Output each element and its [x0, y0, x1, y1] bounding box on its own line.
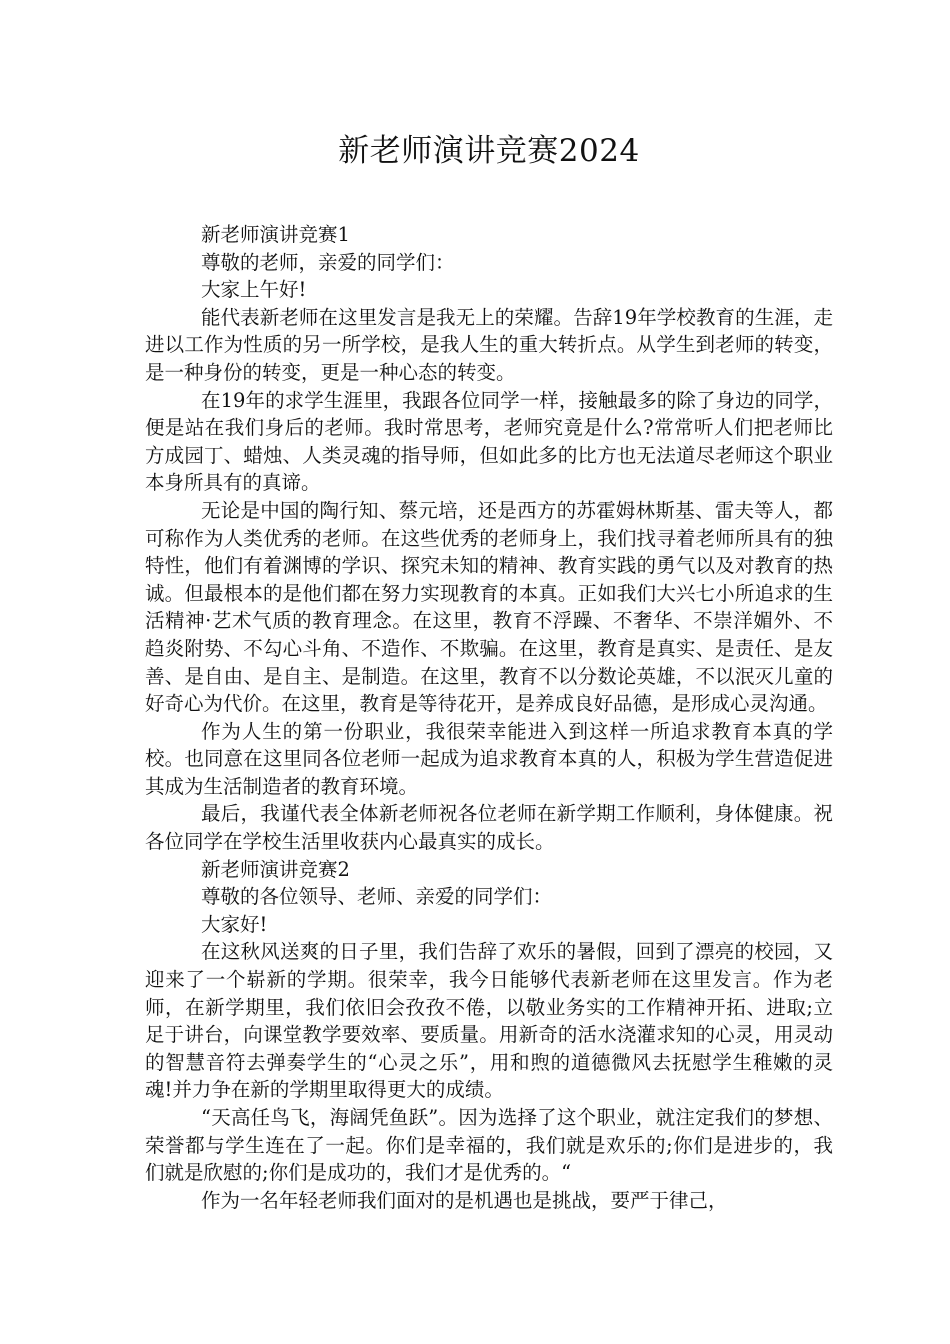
body-paragraph: 在19年的求学生涯里，我跟各位同学一样，接触最多的除了身边的同学，便是站在我们身后的老师。我时常思考，老师究竟是什么?常常听人们把老师比方成园丁、蜡烛、人类灵魂的指导师，但如此多的比方也无法道尽老师这个职业本身所具有的真谛。	[145, 388, 833, 495]
body-paragraph: “天高任鸟飞，海阔凭鱼跃”。因为选择了这个职业，就注定我们的梦想、荣誉都与学生连在了一起。你们是幸福的，我们就是欢乐的;你们是进步的，我们就是欣慰的;你们是成功的，我们才是优秀的。“	[145, 1106, 833, 1185]
document-page	[145, 125, 833, 1214]
document-title: 新老师演讲竞赛2024	[338, 133, 640, 169]
salutation: 尊敬的各位领导、老师、亲爱的同学们：	[201, 885, 553, 909]
greeting: 大家好!	[201, 912, 268, 936]
greeting: 大家上午好!	[201, 278, 307, 302]
body-paragraph: 作为人生的第一份职业，我很荣幸能进入到这样一所追求教育本真的学校。也同意在这里同各位老师一起成为追求教育本真的人，积极为学生营造促进其成为生活制造者的教育环境。	[145, 719, 833, 798]
body-paragraph: 最后，我谨代表全体新老师祝各位老师在新学期工作顺利，身体健康。祝各位同学在学校生活里收获内心最真实的成长。	[145, 802, 833, 854]
body-paragraph: 作为一名年轻老师我们面对的是机遇也是挑战，要严于律己，	[201, 1188, 728, 1212]
section-heading-1: 新老师演讲竞赛1	[201, 223, 350, 246]
body-paragraph: 能代表新老师在这里发言是我无上的荣耀。告辞19年学校教育的生涯，走进以工作为性质的另一所学校，是我人生的重大转折点。从学生到老师的转变，是一种身份的转变，更是一种心态的转变。	[145, 305, 833, 384]
body-paragraph: 无论是中国的陶行知、蔡元培，还是西方的苏霍姆林斯基、雷夫等人，都可称作为人类优秀的老师。在这些优秀的老师身上，我们找寻着老师所具有的独特性，他们有着渊博的学识、探究未知的精神、教育实践的勇气以及对教育的热诚。但最根本的是他们都在努力实现教育的本真。正如我们大兴七小所追求的生活精神·艺术气质的教育理念。在这里，教育不浮躁、不奢华、不崇洋媚外、不趋炎附势、不勾心斗角、不造作、不欺骗。在这里，教育是真实、是责任、是友善、是自由、是自主、是制造。在这里，教育不以分数论英雄，不以泯灭儿童的好奇心为代价。在这里，教育是等待花开，是养成良好品德，是形成心灵沟通。	[145, 498, 833, 716]
section-heading-2: 新老师演讲竞赛2	[201, 857, 350, 881]
body-paragraph: 在这秋风送爽的日子里，我们告辞了欢乐的暑假，回到了漂亮的校园，又迎来了一个崭新的学期。很荣幸，我今日能够代表新老师在这里发言。作为老师，在新学期里，我们依旧会孜孜不倦，以敬业务实的工作精神开拓、进取;立足于讲台，向课堂教学要效率、要质量。用新奇的活水浇灌求知的心灵，用灵动的智慧音符去弹奏学生的“心灵之乐”，用和煦的道德微风去抚慰学生稚嫩的灵魂!并力争在新的学期里取得更大的成绩。	[145, 940, 833, 1102]
salutation: 尊敬的老师，亲爱的同学们：	[201, 250, 455, 274]
